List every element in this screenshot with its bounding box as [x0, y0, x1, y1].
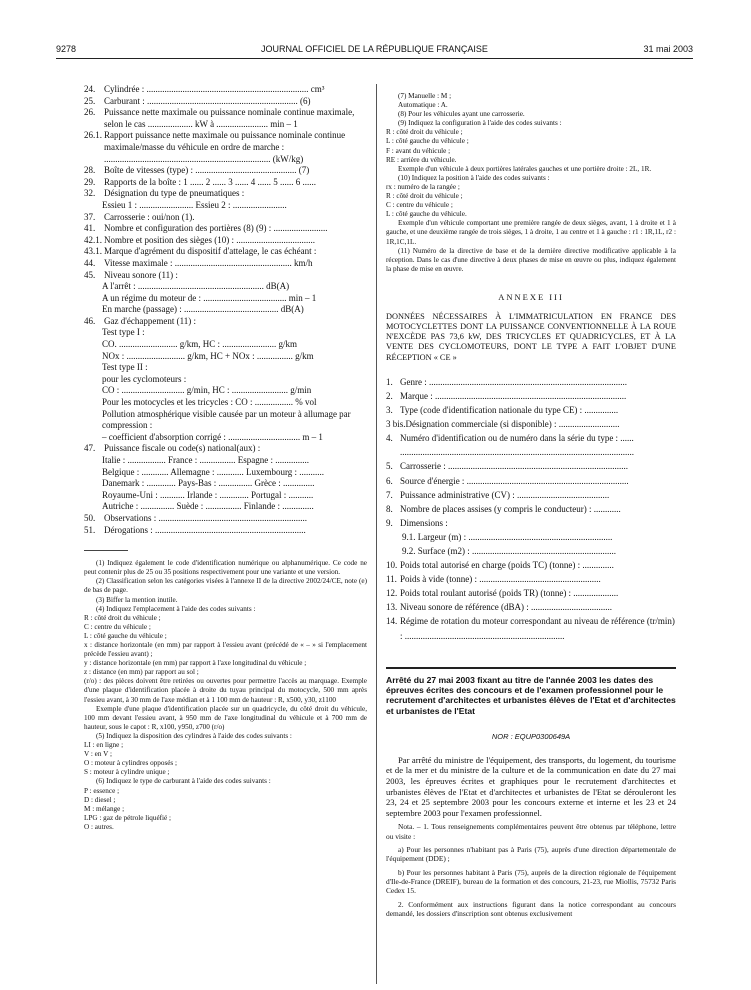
item-number: 12. [386, 588, 398, 599]
form-item [84, 246, 367, 258]
item-text: Niveau sonore (11) : [104, 269, 178, 280]
form-item [386, 614, 676, 642]
item-text: Vitesse maximale : .................................................... km/h [104, 257, 313, 268]
footnote: (11) Numéro de la directive de base et de la dernière directive modificative applicable à la réception. Dans le cas d'une directive à deux phases de mise en œuvre ou plus, indiquez également la phase de mise en œuvre. [386, 246, 676, 273]
item-text: Poids total roulant autorisé (poids TR) (tonne) : .................... [400, 588, 619, 599]
arrete-note: 2. Conformément aux instructions figurant dans la notice correspondant au concours demandé, les dossiers d'inscription sont obtenus exclusivement [386, 899, 676, 918]
item-text: Puissance nette maximale ou puissance nominale continue maximale, selon le cas .................... kW à ....................... min – 1 [104, 107, 355, 129]
item-number: 50. [84, 512, 96, 523]
fiscal-power-lines [84, 455, 367, 513]
arrete-body: Par arrêté du ministre de l'équipement, des transports, du logement, du tourisme et de la mer et du ministre de la culture et de la communication en date du 27 mai 2003, les épreuves écrites et graphiques pour le recrutement d'architectes et urbanistes élèves de l'Etat et d'architectes et urbanistes de l'Etat se dérouleront les 23, 24 et 25 septembre 2003 pour les concours externe et interne et les 23 et 24 septembre 2003 pour l'examen professionnel. [386, 754, 676, 818]
footnote: (10) Indiquez la position à l'aide des codes suivants : [398, 173, 550, 182]
form-item [84, 177, 367, 189]
header-rule [56, 58, 693, 59]
arrete-notes [386, 822, 676, 918]
item-text: Marque : ..................................................................................... [400, 390, 627, 401]
item-text: Dérogations : ................................................................... [104, 524, 306, 535]
form-item [386, 488, 676, 502]
form-item [84, 223, 367, 235]
footnote: (r/o) : des pièces doivent être retirées ou ouvertes pour permettre l'accès au marquage. Exemple d'une plaque d'identification placée à droite du tuyau principal du motocycle, 500 mm après l'essieu avant, à 30 mm de l'axe médian et à 1 100 mm de hauteur : R, x500, y30, z1100 [84, 677, 367, 704]
item-text: Carrosserie : ................................................................................ [400, 461, 628, 472]
sound-level-line: A l'arrêt : ........................................................ dB(A) [102, 281, 290, 292]
form-items-c [84, 513, 367, 536]
footnote: P : essence ; [84, 786, 120, 795]
footnote: LI : en ligne ; [84, 741, 124, 750]
footnote: C : centre du véhicule ; [84, 622, 151, 631]
footnote: y : distance horizontale (en mm) par rapport à l'axe longitudinal du véhicule ; [84, 659, 307, 668]
section-rule [386, 667, 676, 669]
item-number: 2. [386, 390, 393, 401]
form-item [84, 96, 367, 108]
item-number: 6. [386, 475, 393, 486]
footnote: (5) Indiquez la disposition des cylindres à l'aide des codes suivants : [96, 731, 292, 740]
fiscal-line: Royaume-Uni : ........... Irlande : ............. Portugal : ........... [102, 489, 314, 500]
exhaust-line: Test type II : [102, 362, 148, 373]
right-column [386, 92, 676, 918]
item-text: Nombre et configuration des portières (8) (9) : ........................ [104, 223, 328, 234]
item-number: 37. [84, 211, 96, 222]
footnote: LPG : gaz de pétrole liquéfié ; [84, 813, 172, 822]
footnote: O : moteur à cylindres opposés ; [84, 759, 178, 768]
footnotes-right [386, 92, 676, 274]
arrete-title: Arrêté du 27 mai 2003 fixant au titre de l'année 2003 les dates des épreuves écrites des concours et de l'examen professionnel pour le recrutement d'architectes et urbanistes élèves de l'Etat et d'architectes et urbanistes de l'Etat [386, 674, 676, 716]
item-text: Puissance administrative (CV) : ......................................... [400, 489, 610, 500]
form-item [386, 558, 676, 572]
item-number: 29. [84, 176, 96, 187]
item-text: Source d'énergie : ........................................................................ [400, 475, 629, 486]
footnote-separator [84, 550, 128, 551]
item-text: Genre : ........................................................................................ [400, 376, 627, 387]
item-number: 10. [386, 560, 398, 571]
exhaust-line: – coefficient d'absorption corrigé : ................................ m – 1 [102, 431, 323, 442]
item-number: 1. [386, 376, 393, 387]
form-items-b [84, 212, 367, 282]
form-item [84, 316, 367, 328]
form-item [386, 600, 676, 614]
form-item [84, 130, 367, 165]
form-item [386, 502, 676, 516]
item-text: Boîte de vitesses (type) : ............................................. (7) [104, 165, 310, 176]
fiscal-line: Danemark : ............. Pays-Bas : ............... Grèce : .............. [102, 478, 315, 489]
form-item [386, 445, 676, 459]
item-text: Marque d'agrément du dispositif d'attelage, le cas échéant : [104, 246, 317, 257]
item-text: Puissance fiscale ou code(s) national(aux) : [104, 443, 261, 454]
footnote: (4) Indiquez l'emplacement à l'aide des codes suivants : [96, 604, 256, 613]
exhaust-line: NOx : .......................... g/km, HC + NOx : ................ g/km [102, 350, 314, 361]
annexe-title: DONNÉES NÉCESSAIRES À L'IMMATRICULATION EN FRANCE DES MOTOCYCLETTES DONT LA PUISSANCE CONVENTIONNELLE À LA ROUE N'EXCÈDE PAS 73,6 kW, DES TRICYCLES ET QUADRICYCLES, ET À LA VENTE DES CYCLOMOTEURS, DONT LE TYPE A FAIT L'OBJET D'UNE RÉCEPTION « CE » [386, 311, 676, 362]
footnote: R : côté droit du véhicule ; [84, 613, 161, 622]
footnote: F : avant du véhicule ; [386, 146, 451, 155]
footnote: R : côté droit du véhicule ; [386, 192, 463, 201]
essieu-line: Essieu 1 : ........................ Essieu 2 : ........................ [102, 199, 287, 210]
item-number: 26. [84, 107, 96, 118]
item-text: ........................................................................................................ [400, 447, 634, 458]
form-item [84, 443, 367, 455]
issue-date: 31 mai 2003 [643, 44, 693, 54]
footnote: D : diesel ; [84, 795, 116, 804]
footnote: Exemple d'un véhicule comportant une première rangée de deux sièges, avant, 1 à droite et 1 à gauche, et une deuxième rangée de trois sièges, 1 à droite, 1 au centre et 1 à gauche : r1 : 1R,1L, r2 : 1R,1C,1L. [386, 219, 676, 246]
footnote: L : côté gauche du véhicule. [386, 210, 467, 219]
item-text: Régime de rotation du moteur correspondant au niveau de référence (tr/min) : ....................................................................... [400, 616, 675, 641]
exhaust-line: Pour les motocycles et les tricycles : CO : ................. % vol [102, 397, 317, 408]
item-number: 11. [386, 574, 397, 585]
annexe-sub-items [386, 530, 676, 558]
form-item [386, 431, 676, 445]
footnote: (6) Indiquez le type de carburant à l'aide des codes suivants : [96, 777, 271, 786]
column-divider [376, 84, 377, 984]
footnote: O : autres. [84, 822, 114, 831]
item-number: 3 bis. [386, 419, 406, 430]
footnote: M : mélange ; [84, 804, 125, 813]
item-number: 45. [84, 269, 96, 280]
footnote: R : côté droit du véhicule ; [386, 128, 463, 137]
fiscal-line: Italie : ................. France : ................ Espagne : ............... [102, 455, 309, 465]
footnote: RE : arrière du véhicule. [386, 155, 457, 164]
exhaust-line: CO. .......................... g/km, HC : ........................ g/km [102, 339, 298, 350]
footnote: Automatique : A. [398, 101, 448, 110]
item-text: Rapports de la boîte : 1 ...... 2 ...... 3 ...... 4 ...... 5 ...... 6 ...... [104, 176, 316, 187]
footnote: rx : numéro de la rangée ; [386, 182, 460, 191]
form-item [84, 188, 367, 200]
footnote: (9) Indiquez la configuration à l'aide des codes suivants : [398, 119, 562, 128]
item-text: Carrosserie : oui/non (1). [104, 211, 195, 222]
item-text: Désignation du type de pneumatiques : [104, 188, 245, 199]
form-item [84, 513, 367, 525]
footnote: Exemple d'une plaque d'identification placée sur un quadricycle, du côté droit du véhicule, 100 mm devant l'essieu avant, à 950 mm de l'axe longitudinal du véhicule et à 700 mm de hauteur, sous le capot : R, x100, y950, z700 (r/o) [84, 704, 367, 731]
form-items-a [84, 84, 367, 200]
item-text: Poids à vide (tonne) : ...................................................... [400, 574, 601, 585]
annexe-sub-item: 9.2. Surface (m2) : ................................................................ [402, 546, 616, 557]
form-item [84, 107, 367, 130]
footnote: (3) Biffer la mention inutile. [96, 595, 178, 604]
footnote: z : distance (en mm) par rapport au sol ; [84, 668, 199, 677]
annexe-items [386, 375, 676, 530]
item-text: Type (code d'identification nationale du type CE) : ............... [400, 405, 619, 416]
item-text: Carburant : ................................................................... (6) [104, 95, 311, 106]
page-number: 9278 [56, 44, 77, 54]
left-column [84, 84, 367, 832]
item-text: Niveau sonore de référence (dBA) : .................................... [400, 602, 612, 613]
form-item [386, 389, 676, 403]
form-item [386, 375, 676, 389]
form-item [386, 474, 676, 488]
item-number: 51. [84, 524, 96, 535]
item-number: 32. [84, 188, 96, 199]
item-text: Nombre et position des sièges (10) : ................................... [104, 234, 315, 245]
form-item [84, 165, 367, 177]
arrete-note: b) Pour les personnes habitant à Paris (75), auprès de la direction régionale de l'équipement d'Ile-de-France (DREIF), bureau de la formation et des concours, 21-23, rue Miollis, 75732 Paris Cedex 15. [386, 867, 676, 896]
footnote: L : côté gauche du véhicule ; [84, 631, 167, 640]
arrete-note: Nota. – 1. Tous renseignements complémentaires peuvent être obtenus par téléphone, lettre ou visite : [386, 822, 676, 841]
item-text: Gaz d'échappement (11) : [104, 315, 196, 326]
item-text: Désignation commerciale (si disponible) : ........................... [405, 419, 620, 430]
footnote: (8) Pour les véhicules ayant une carrosserie. [398, 110, 525, 119]
item-number: 25. [84, 95, 96, 106]
item-number: 41. [84, 223, 96, 234]
form-item [386, 403, 676, 417]
item-number: 46. [84, 315, 96, 326]
sound-level-line: A un régime du moteur de : ..................................... min – 1 [102, 292, 317, 303]
page-header [56, 44, 693, 58]
fiscal-line: Autriche : ............... Suède : ................ Finlande : .............. [102, 501, 314, 512]
footnote: L : côté gauche du véhicule ; [386, 137, 469, 146]
footnote: (2) Classification selon les catégories visées à l'annexe II de la directive 2002/24/CE, note (e) de bas de page. [84, 577, 367, 595]
form-item [386, 516, 676, 530]
item-number: 9. [386, 517, 393, 528]
footnotes-left [84, 559, 367, 832]
exhaust-gas-lines [84, 327, 367, 443]
item-number: 42.1. [84, 234, 102, 245]
form-item [84, 235, 367, 247]
form-item [386, 586, 676, 600]
item-number [386, 445, 400, 459]
item-number: 5. [386, 461, 393, 472]
item-number: 43.1. [84, 246, 102, 257]
item-text: Rapport puissance nette maximale ou puissance nominale continue maximale/masse du véhicule en ordre de marche : .......................................................................... (kW/kg) [104, 130, 346, 164]
item-text: Poids total autorisé en charge (poids TC) (tonne) : .............. [400, 560, 614, 571]
footnote: S : moteur à cylindre unique ; [84, 768, 170, 777]
item-number: 4. [386, 433, 393, 444]
arrete-note: a) Pour les personnes n'habitant pas à Paris (75), auprès d'une direction départementale de l'équipement (DDE) ; [386, 845, 676, 864]
item-number: 26.1. [84, 130, 102, 141]
fiscal-line: Belgique : ............ Allemagne : ............ Luxembourg : ........... [102, 466, 325, 477]
item-number: 47. [84, 443, 96, 454]
item-number: 44. [84, 257, 96, 268]
exhaust-line: Test type I : [102, 327, 145, 338]
item-number: 3. [386, 405, 393, 416]
item-number: 13. [386, 602, 398, 613]
form-item [386, 417, 676, 431]
exhaust-line: Pollution atmosphérique visible causée par un moteur à allumage par compression : [102, 408, 351, 431]
item-text: Nombre de places assises (y compris le conducteur) : ............ [400, 503, 621, 514]
item-number: 7. [386, 489, 393, 500]
item-text: Numéro d'identification ou de numéro dans la série du type : ...... [400, 433, 634, 444]
footnote: C : centre du véhicule ; [386, 201, 453, 210]
form-item [84, 258, 367, 270]
item-text: Cylindrée : ........................................................................ cm³ [104, 84, 325, 94]
annexe-items-b [386, 558, 676, 643]
item-text: Dimensions : [400, 517, 448, 528]
item-text: Observations : .................................................................. [104, 512, 307, 523]
footnote: V : en V ; [84, 750, 112, 759]
annexe-heading: ANNEXE III [498, 291, 564, 302]
form-item [84, 525, 367, 537]
annexe-sub-item: 9.1. Largeur (m) : ................................................................ [402, 531, 613, 542]
footnote: x : distance horizontale (en mm) par rapport à l'essieu avant (précédé de « – » si l'emplacement précède l'essieu avant) ; [84, 641, 367, 659]
item-number: 8. [386, 503, 393, 514]
form-item [386, 459, 676, 473]
exhaust-line: pour les cyclomoteurs : [102, 373, 187, 384]
item-number: 14. [386, 616, 398, 627]
exhaust-line: CO : ............................ g/min, HC : ......................... g/min [102, 385, 312, 396]
form-item [84, 84, 367, 96]
sound-level-lines [84, 281, 367, 316]
item-number: 24. [84, 84, 96, 94]
footnote: (1) Indiquez également le code d'identification numérique ou alphanumérique. Ce code ne peut contenir plus de 25 ou 35 positions respectivement pour une variante et une version. [84, 559, 367, 577]
footnote: (7) Manuelle : M ; [398, 92, 452, 100]
nor-reference: NOR : EQUP0300649A [491, 731, 571, 741]
form-item [386, 572, 676, 586]
footnote: Exemple d'un véhicule à deux portières latérales gauches et une portière droite : 2L, 1R. [398, 164, 652, 173]
form-item [84, 212, 367, 224]
item-number: 28. [84, 165, 96, 176]
sound-level-line: En marche (passage) : .......................................... dB(A) [102, 304, 304, 315]
form-item [84, 270, 367, 282]
journal-title: JOURNAL OFFICIEL DE LA RÉPUBLIQUE FRANÇAISE [261, 44, 488, 54]
